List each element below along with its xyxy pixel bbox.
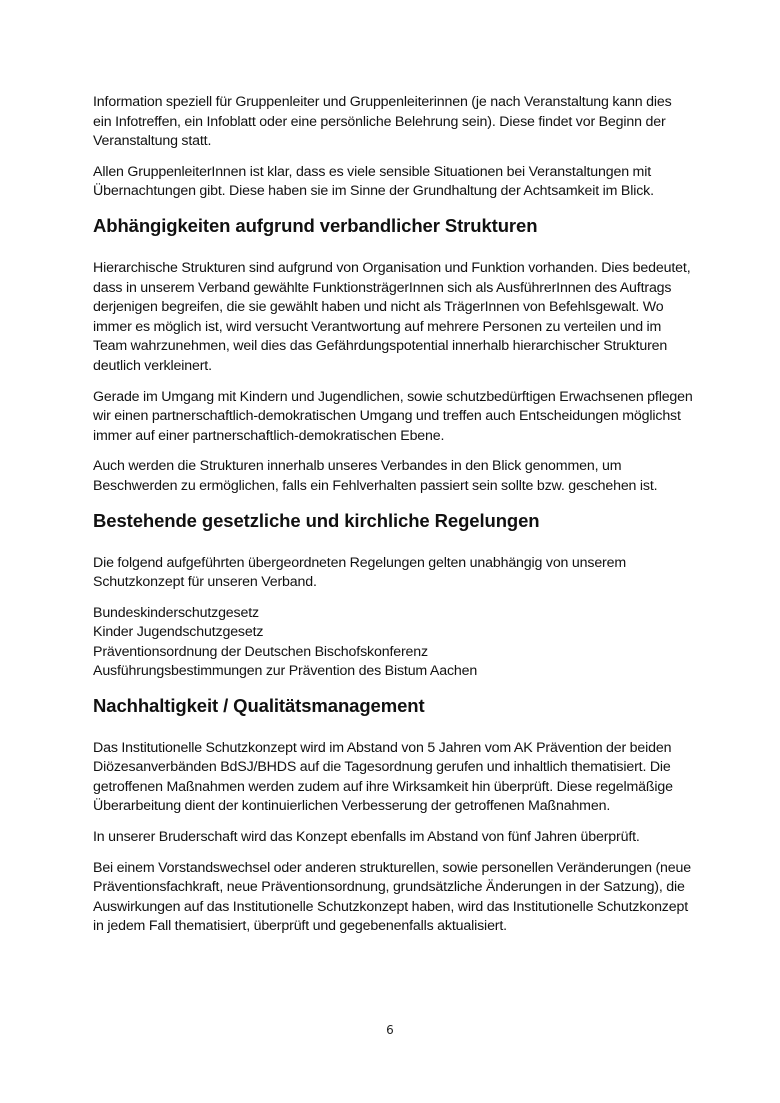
section-paragraph: Auch werden die Strukturen innerhalb unseres Verbandes in den Blick genommen, um Beschwerden zu ermöglichen, falls ein Fehlverhalten passiert sein sollte bzw. geschehen ist. [93,458,658,494]
section-heading-regelungen: Bestehende gesetzliche und kirchliche Regelungen [93,509,540,531]
regulation-item: Ausführungsbestimmungen zur Prävention des Bistum Aachen [93,663,478,680]
section-paragraph: In unserer Bruderschaft wird das Konzept ebenfalls im Abstand von fünf Jahren überprüft. [93,829,640,846]
section-paragraph: Die folgend aufgeführten übergeordneten Regelungen gelten unabhängig von unserem Schutzkonzept für unseren Verband. [93,554,627,591]
regulation-item: Bundeskinderschutzgesetz [93,604,259,621]
section-heading-nachhaltigkeit: Nachhaltigkeit / Qualitätsmanagement [93,694,425,716]
document-page [93,93,693,937]
intro-paragraph: Allen GruppenleiterInnen ist klar, dass es viele sensible Situationen bei Veranstaltungen mit Übernachtungen gibt. Diese haben sie im Sinne der Grundhaltung der Achtsamkeit im Blick. [93,163,654,200]
section-paragraph: Hierarchische Strukturen sind aufgrund von Organisation und Funktion vorhanden. Dies bedeutet, dass in unserem Verband gewählte FunktionsträgerInnen sich als AusführerInnen des Auftrags derjenigen begreifen, die sie gewählt haben und nicht als TrägerInnen von Befehlsgewalt. Wo immer es möglich ist, wird versucht Verantwortung auf mehrere Personen zu verteilen und im Team wahrzunehmen, weil dies das Gefährdungspotential innerhalb hierarchischer Strukturen deutlich verkleinert. [93,259,691,374]
regulation-item: Kinder Jugendschutzgesetz [93,624,264,641]
section-paragraph: Bei einem Vorstandswechsel oder anderen strukturellen, sowie personellen Veränderungen (neue Präventionsfachkraft, neue Präventionsordnung, grundsätzliche Änderungen in der Satzung), die Auswirkungen auf das Institutionelle Schutzkonzept haben, wird das Institutionelle Schutzkonzept in jedem Fall thematisiert, überprüft und gegebenenfalls aktualisiert. [93,859,692,935]
section-paragraph: Gerade im Umgang mit Kindern und Jugendlichen, sowie schutzbedürftigen Erwachsenen pflegen wir einen partnerschaftlich-demokratischen Umgang und treffen auch Entscheidungen möglichst immer auf einer partnerschaftlich-demokratischen Ebene. [93,388,693,444]
page-number: 6 [386,1023,394,1037]
regulations-list [93,604,693,682]
section-heading-abhaengigkeiten: Abhängigkeiten aufgrund verbandlicher Strukturen [93,214,538,236]
section-paragraph: Das Institutionelle Schutzkonzept wird im Abstand von 5 Jahren vom AK Prävention der beiden Diözesanverbänden BdSJ/BHDS auf die Tagesordnung gerufen und inhaltlich thematisiert. Die getroffenen Maßnahmen werden zudem auf ihre Wirksamkeit hin überprüft. Diese regelmäßige Überarbeitung dient der kontinuierlichen Verbesserung der getroffenen Maßnahmen. [93,739,673,815]
regulation-item: Präventionsordnung der Deutschen Bischofskonferenz [93,643,428,660]
intro-paragraph: Information speziell für Gruppenleiter und Gruppenleiterinnen (je nach Veranstaltung kann dies ein Infotreffen, ein Infoblatt oder eine persönliche Belehrung sein). Diese findet vor Beginn der Veranstaltung statt. [93,94,672,150]
